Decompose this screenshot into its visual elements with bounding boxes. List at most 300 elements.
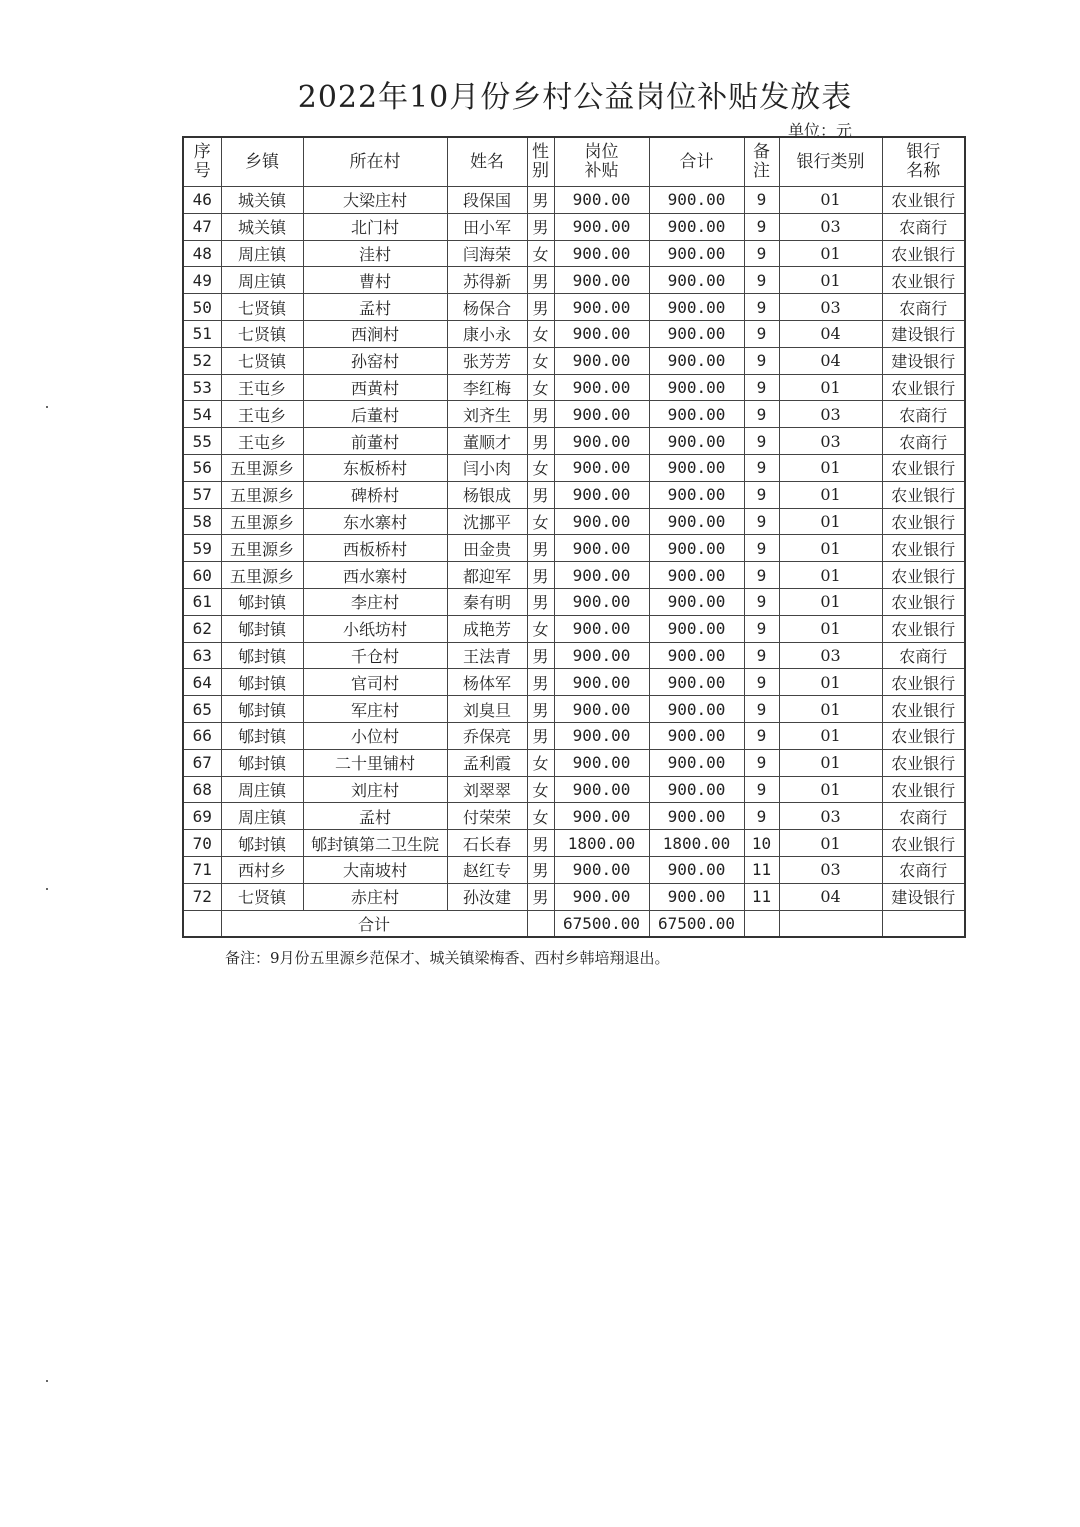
row-remark: 9 xyxy=(744,320,779,347)
row-bank-type: 01 xyxy=(779,374,882,401)
row-bank-name: 农业银行 xyxy=(882,696,965,723)
row-total: 900.00 xyxy=(649,696,744,723)
row-subsidy: 900.00 xyxy=(554,883,649,910)
row-village: 西板桥村 xyxy=(303,535,447,562)
row-subsidy: 900.00 xyxy=(554,401,649,428)
row-sex: 女 xyxy=(527,240,554,267)
row-name: 董顺才 xyxy=(447,428,527,455)
row-index: 68 xyxy=(183,776,221,803)
row-bank-name: 农业银行 xyxy=(882,240,965,267)
header-subsidy: 岗位 补贴 xyxy=(554,137,649,187)
row-subsidy: 1800.00 xyxy=(554,830,649,857)
row-bank-type: 03 xyxy=(779,856,882,883)
table-row xyxy=(183,588,965,615)
row-remark: 11 xyxy=(744,883,779,910)
table-row xyxy=(183,856,965,883)
row-bank-name: 农业银行 xyxy=(882,615,965,642)
table-row xyxy=(183,508,965,535)
row-bank-type: 01 xyxy=(779,615,882,642)
row-name: 李红梅 xyxy=(447,374,527,401)
row-sex: 男 xyxy=(527,267,554,294)
row-name: 乔保亮 xyxy=(447,722,527,749)
row-town: 王屯乡 xyxy=(221,428,303,455)
row-name: 田小军 xyxy=(447,213,527,240)
row-town: 周庄镇 xyxy=(221,776,303,803)
row-bank-type: 03 xyxy=(779,294,882,321)
row-bank-name: 农业银行 xyxy=(882,722,965,749)
row-index: 49 xyxy=(183,267,221,294)
row-town: 七贤镇 xyxy=(221,883,303,910)
row-remark: 9 xyxy=(744,749,779,776)
row-village: 西涧村 xyxy=(303,320,447,347)
row-village: 小纸坊村 xyxy=(303,615,447,642)
totals-subsidy: 67500.00 xyxy=(554,910,649,937)
table-row xyxy=(183,401,965,428)
row-town: 王屯乡 xyxy=(221,401,303,428)
table-row xyxy=(183,803,965,830)
row-bank-type: 03 xyxy=(779,428,882,455)
subsidy-table xyxy=(182,136,966,938)
row-subsidy: 900.00 xyxy=(554,508,649,535)
row-subsidy: 900.00 xyxy=(554,374,649,401)
row-town: 城关镇 xyxy=(221,213,303,240)
row-index: 65 xyxy=(183,696,221,723)
row-village: 官司村 xyxy=(303,669,447,696)
row-town: 五里源乡 xyxy=(221,562,303,589)
row-village: 西黄村 xyxy=(303,374,447,401)
table-row xyxy=(183,374,965,401)
row-bank-type: 03 xyxy=(779,213,882,240)
row-bank-name: 建设银行 xyxy=(882,883,965,910)
row-sex: 女 xyxy=(527,320,554,347)
row-bank-name: 农业银行 xyxy=(882,588,965,615)
row-index: 66 xyxy=(183,722,221,749)
table-row xyxy=(183,454,965,481)
row-village: 西水寨村 xyxy=(303,562,447,589)
header-remark: 备 注 xyxy=(744,137,779,187)
scan-speck xyxy=(46,1380,48,1382)
row-subsidy: 900.00 xyxy=(554,615,649,642)
row-town: 七贤镇 xyxy=(221,347,303,374)
row-name: 石长春 xyxy=(447,830,527,857)
row-village: 郇封镇第二卫生院 xyxy=(303,830,447,857)
row-bank-name: 农业银行 xyxy=(882,508,965,535)
row-total: 900.00 xyxy=(649,401,744,428)
row-name: 段保国 xyxy=(447,187,527,214)
row-village: 后董村 xyxy=(303,401,447,428)
row-index: 46 xyxy=(183,187,221,214)
row-index: 64 xyxy=(183,669,221,696)
header-town: 乡镇 xyxy=(221,137,303,187)
row-bank-type: 01 xyxy=(779,535,882,562)
row-town: 七贤镇 xyxy=(221,320,303,347)
row-subsidy: 900.00 xyxy=(554,267,649,294)
row-total: 900.00 xyxy=(649,374,744,401)
row-name: 杨体军 xyxy=(447,669,527,696)
row-town: 郇封镇 xyxy=(221,669,303,696)
row-sex: 男 xyxy=(527,535,554,562)
row-remark: 9 xyxy=(744,454,779,481)
row-total: 900.00 xyxy=(649,535,744,562)
row-remark: 9 xyxy=(744,401,779,428)
row-bank-type: 04 xyxy=(779,320,882,347)
row-remark: 9 xyxy=(744,615,779,642)
row-village: 军庄村 xyxy=(303,696,447,723)
row-remark: 9 xyxy=(744,240,779,267)
row-index: 70 xyxy=(183,830,221,857)
totals-total: 67500.00 xyxy=(649,910,744,937)
totals-blank xyxy=(527,910,554,937)
row-remark: 9 xyxy=(744,294,779,321)
row-town: 五里源乡 xyxy=(221,454,303,481)
row-subsidy: 900.00 xyxy=(554,776,649,803)
totals-row xyxy=(183,910,965,937)
table-row xyxy=(183,481,965,508)
row-town: 周庄镇 xyxy=(221,240,303,267)
row-town: 七贤镇 xyxy=(221,294,303,321)
row-name: 杨保合 xyxy=(447,294,527,321)
row-remark: 9 xyxy=(744,588,779,615)
row-sex: 女 xyxy=(527,508,554,535)
row-bank-type: 04 xyxy=(779,347,882,374)
row-name: 闫海荣 xyxy=(447,240,527,267)
table-row xyxy=(183,749,965,776)
row-name: 刘臭旦 xyxy=(447,696,527,723)
row-sex: 男 xyxy=(527,481,554,508)
header-bank-type: 银行类别 xyxy=(779,137,882,187)
row-village: 孙窑村 xyxy=(303,347,447,374)
totals-blank xyxy=(183,910,221,937)
row-total: 900.00 xyxy=(649,294,744,321)
header-row xyxy=(183,137,965,187)
table-row xyxy=(183,240,965,267)
row-remark: 9 xyxy=(744,267,779,294)
row-total: 1800.00 xyxy=(649,830,744,857)
row-total: 900.00 xyxy=(649,481,744,508)
row-bank-name: 农业银行 xyxy=(882,669,965,696)
row-sex: 男 xyxy=(527,401,554,428)
row-total: 900.00 xyxy=(649,722,744,749)
table-row xyxy=(183,830,965,857)
row-village: 东板桥村 xyxy=(303,454,447,481)
row-bank-name: 农商行 xyxy=(882,401,965,428)
row-bank-type: 01 xyxy=(779,454,882,481)
row-sex: 女 xyxy=(527,454,554,481)
row-bank-type: 01 xyxy=(779,562,882,589)
row-sex: 男 xyxy=(527,213,554,240)
row-subsidy: 900.00 xyxy=(554,562,649,589)
row-total: 900.00 xyxy=(649,562,744,589)
row-bank-type: 01 xyxy=(779,830,882,857)
row-remark: 9 xyxy=(744,776,779,803)
row-name: 都迎军 xyxy=(447,562,527,589)
row-bank-type: 03 xyxy=(779,642,882,669)
row-remark: 9 xyxy=(744,347,779,374)
row-index: 59 xyxy=(183,535,221,562)
row-index: 61 xyxy=(183,588,221,615)
row-bank-name: 农业银行 xyxy=(882,267,965,294)
row-total: 900.00 xyxy=(649,347,744,374)
row-bank-type: 01 xyxy=(779,588,882,615)
row-subsidy: 900.00 xyxy=(554,535,649,562)
row-bank-type: 01 xyxy=(779,481,882,508)
scan-speck xyxy=(46,888,48,890)
row-name: 康小永 xyxy=(447,320,527,347)
row-index: 71 xyxy=(183,856,221,883)
row-name: 刘齐生 xyxy=(447,401,527,428)
totals-blank xyxy=(882,910,965,937)
row-village: 小位村 xyxy=(303,722,447,749)
table-row xyxy=(183,776,965,803)
row-bank-type: 01 xyxy=(779,749,882,776)
row-name: 成艳芳 xyxy=(447,615,527,642)
row-sex: 男 xyxy=(527,856,554,883)
row-town: 五里源乡 xyxy=(221,535,303,562)
row-subsidy: 900.00 xyxy=(554,642,649,669)
table-row xyxy=(183,535,965,562)
row-village: 孟村 xyxy=(303,294,447,321)
row-town: 周庄镇 xyxy=(221,803,303,830)
row-town: 郇封镇 xyxy=(221,749,303,776)
row-subsidy: 900.00 xyxy=(554,481,649,508)
row-total: 900.00 xyxy=(649,267,744,294)
row-village: 李庄村 xyxy=(303,588,447,615)
row-name: 付荣荣 xyxy=(447,803,527,830)
table-row xyxy=(183,562,965,589)
row-village: 孟村 xyxy=(303,803,447,830)
row-remark: 9 xyxy=(744,803,779,830)
footnote: 备注：9月份五里源乡范保才、城关镇梁梅香、西村乡韩培翔退出。 xyxy=(225,949,670,967)
row-bank-type: 01 xyxy=(779,187,882,214)
row-sex: 男 xyxy=(527,187,554,214)
row-subsidy: 900.00 xyxy=(554,187,649,214)
row-bank-name: 建设银行 xyxy=(882,347,965,374)
row-town: 郇封镇 xyxy=(221,642,303,669)
row-bank-type: 03 xyxy=(779,401,882,428)
table-row xyxy=(183,347,965,374)
row-name: 张芳芳 xyxy=(447,347,527,374)
row-town: 五里源乡 xyxy=(221,481,303,508)
header-bank-name: 银行 名称 xyxy=(882,137,965,187)
table-row xyxy=(183,320,965,347)
scan-speck xyxy=(46,406,48,408)
row-sex: 男 xyxy=(527,830,554,857)
row-total: 900.00 xyxy=(649,883,744,910)
row-bank-type: 01 xyxy=(779,696,882,723)
row-name: 田金贵 xyxy=(447,535,527,562)
row-subsidy: 900.00 xyxy=(554,696,649,723)
row-remark: 9 xyxy=(744,508,779,535)
row-total: 900.00 xyxy=(649,642,744,669)
row-remark: 9 xyxy=(744,669,779,696)
row-remark: 9 xyxy=(744,642,779,669)
table-row xyxy=(183,696,965,723)
row-sex: 男 xyxy=(527,669,554,696)
row-town: 周庄镇 xyxy=(221,267,303,294)
row-name: 苏得新 xyxy=(447,267,527,294)
row-sex: 女 xyxy=(527,776,554,803)
row-bank-name: 农商行 xyxy=(882,856,965,883)
row-total: 900.00 xyxy=(649,749,744,776)
row-sex: 男 xyxy=(527,428,554,455)
row-index: 55 xyxy=(183,428,221,455)
row-name: 赵红专 xyxy=(447,856,527,883)
table-row xyxy=(183,294,965,321)
row-bank-name: 农商行 xyxy=(882,213,965,240)
row-sex: 女 xyxy=(527,749,554,776)
row-index: 69 xyxy=(183,803,221,830)
row-bank-name: 建设银行 xyxy=(882,320,965,347)
row-remark: 9 xyxy=(744,187,779,214)
row-total: 900.00 xyxy=(649,588,744,615)
row-bank-name: 农商行 xyxy=(882,294,965,321)
row-bank-name: 农业银行 xyxy=(882,481,965,508)
row-bank-type: 03 xyxy=(779,803,882,830)
row-name: 孙汝建 xyxy=(447,883,527,910)
table-row xyxy=(183,642,965,669)
row-town: 郇封镇 xyxy=(221,696,303,723)
row-remark: 9 xyxy=(744,374,779,401)
row-index: 60 xyxy=(183,562,221,589)
table-row xyxy=(183,883,965,910)
row-sex: 男 xyxy=(527,722,554,749)
row-remark: 10 xyxy=(744,830,779,857)
row-village: 洼村 xyxy=(303,240,447,267)
row-total: 900.00 xyxy=(649,803,744,830)
row-total: 900.00 xyxy=(649,187,744,214)
row-remark: 9 xyxy=(744,535,779,562)
row-bank-name: 农业银行 xyxy=(882,374,965,401)
row-total: 900.00 xyxy=(649,615,744,642)
row-name: 王法青 xyxy=(447,642,527,669)
row-bank-name: 农业银行 xyxy=(882,454,965,481)
unit-label: 单位：元 xyxy=(788,121,853,140)
row-town: 郇封镇 xyxy=(221,588,303,615)
row-index: 48 xyxy=(183,240,221,267)
row-village: 二十里铺村 xyxy=(303,749,447,776)
row-subsidy: 900.00 xyxy=(554,213,649,240)
row-total: 900.00 xyxy=(649,454,744,481)
row-remark: 9 xyxy=(744,722,779,749)
row-village: 大梁庄村 xyxy=(303,187,447,214)
row-bank-name: 农商行 xyxy=(882,803,965,830)
row-total: 900.00 xyxy=(649,428,744,455)
row-subsidy: 900.00 xyxy=(554,749,649,776)
row-sex: 女 xyxy=(527,347,554,374)
row-village: 北门村 xyxy=(303,213,447,240)
row-village: 刘庄村 xyxy=(303,776,447,803)
row-village: 赤庄村 xyxy=(303,883,447,910)
row-subsidy: 900.00 xyxy=(554,856,649,883)
row-remark: 9 xyxy=(744,481,779,508)
row-bank-name: 农业银行 xyxy=(882,562,965,589)
table-row xyxy=(183,428,965,455)
row-index: 52 xyxy=(183,347,221,374)
row-subsidy: 900.00 xyxy=(554,428,649,455)
row-subsidy: 900.00 xyxy=(554,454,649,481)
row-sex: 女 xyxy=(527,615,554,642)
table-row xyxy=(183,669,965,696)
row-name: 秦有明 xyxy=(447,588,527,615)
row-bank-type: 01 xyxy=(779,267,882,294)
table-row xyxy=(183,615,965,642)
row-bank-name: 农商行 xyxy=(882,428,965,455)
row-index: 56 xyxy=(183,454,221,481)
row-name: 刘翠翠 xyxy=(447,776,527,803)
row-bank-type: 01 xyxy=(779,669,882,696)
header-name: 姓名 xyxy=(447,137,527,187)
row-index: 58 xyxy=(183,508,221,535)
row-index: 50 xyxy=(183,294,221,321)
row-town: 五里源乡 xyxy=(221,508,303,535)
table-row xyxy=(183,722,965,749)
row-village: 大南坡村 xyxy=(303,856,447,883)
row-subsidy: 900.00 xyxy=(554,588,649,615)
row-bank-type: 01 xyxy=(779,508,882,535)
row-total: 900.00 xyxy=(649,669,744,696)
row-town: 王屯乡 xyxy=(221,374,303,401)
row-name: 闫小肉 xyxy=(447,454,527,481)
row-total: 900.00 xyxy=(649,508,744,535)
row-subsidy: 900.00 xyxy=(554,669,649,696)
row-total: 900.00 xyxy=(649,776,744,803)
row-village: 碑桥村 xyxy=(303,481,447,508)
row-sex: 男 xyxy=(527,883,554,910)
header-sex: 性 别 xyxy=(527,137,554,187)
row-remark: 9 xyxy=(744,562,779,589)
row-bank-name: 农业银行 xyxy=(882,749,965,776)
row-subsidy: 900.00 xyxy=(554,347,649,374)
row-index: 47 xyxy=(183,213,221,240)
row-town: 郇封镇 xyxy=(221,722,303,749)
row-name: 沈挪平 xyxy=(447,508,527,535)
row-index: 63 xyxy=(183,642,221,669)
row-index: 72 xyxy=(183,883,221,910)
row-bank-name: 农商行 xyxy=(882,642,965,669)
row-sex: 男 xyxy=(527,642,554,669)
row-index: 67 xyxy=(183,749,221,776)
row-town: 城关镇 xyxy=(221,187,303,214)
row-subsidy: 900.00 xyxy=(554,240,649,267)
totals-blank xyxy=(779,910,882,937)
row-bank-type: 01 xyxy=(779,240,882,267)
row-sex: 女 xyxy=(527,803,554,830)
row-subsidy: 900.00 xyxy=(554,722,649,749)
row-bank-name: 农业银行 xyxy=(882,187,965,214)
row-subsidy: 900.00 xyxy=(554,803,649,830)
row-total: 900.00 xyxy=(649,213,744,240)
row-total: 900.00 xyxy=(649,240,744,267)
row-remark: 9 xyxy=(744,213,779,240)
row-index: 54 xyxy=(183,401,221,428)
row-sex: 男 xyxy=(527,696,554,723)
row-village: 东水寨村 xyxy=(303,508,447,535)
row-town: 郇封镇 xyxy=(221,615,303,642)
row-subsidy: 900.00 xyxy=(554,320,649,347)
table-row xyxy=(183,213,965,240)
row-bank-type: 04 xyxy=(779,883,882,910)
row-bank-type: 01 xyxy=(779,776,882,803)
row-village: 曹村 xyxy=(303,267,447,294)
row-remark: 9 xyxy=(744,696,779,723)
row-total: 900.00 xyxy=(649,856,744,883)
row-remark: 9 xyxy=(744,428,779,455)
row-sex: 男 xyxy=(527,588,554,615)
row-sex: 男 xyxy=(527,294,554,321)
totals-label: 合计 xyxy=(221,910,527,937)
page-title: 2022年10月份乡村公益岗位补贴发放表 xyxy=(297,80,853,115)
row-bank-name: 农业银行 xyxy=(882,776,965,803)
